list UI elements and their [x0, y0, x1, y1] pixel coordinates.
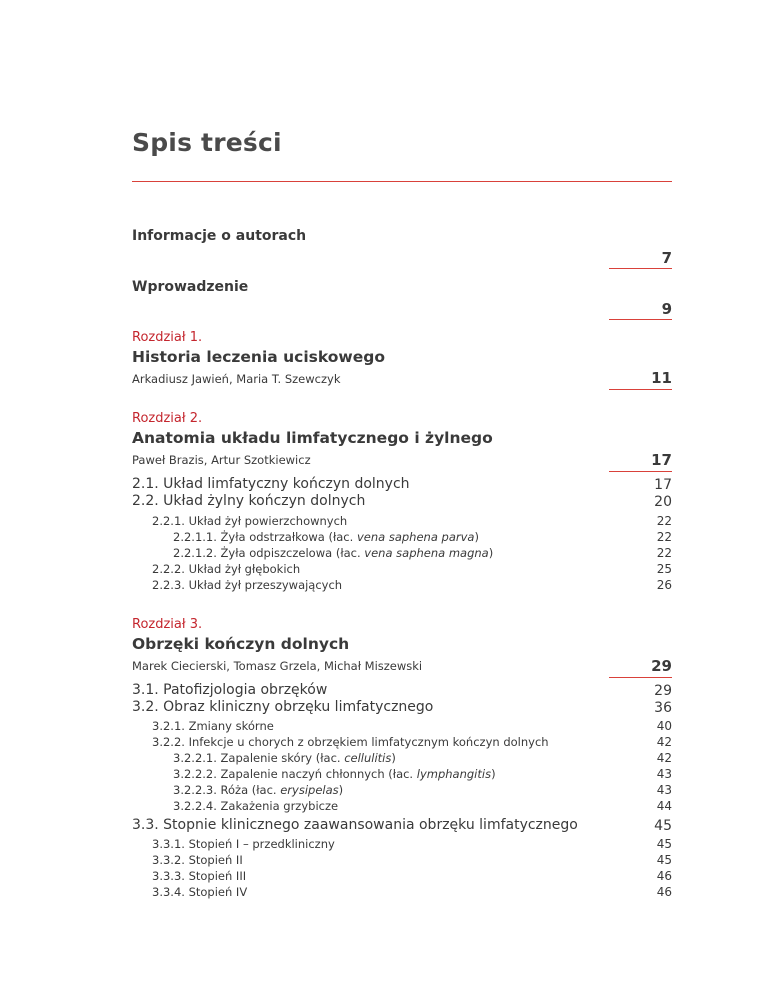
toc-entry-text: 3.3.3. Stopień III [152, 869, 247, 883]
toc-entry-closing: ) [488, 546, 494, 560]
toc-entry-text: 2.2.1.1. Żyła odstrzałkowa (łac. [173, 530, 357, 544]
chapter-authors: Arkadiusz Jawień, Maria T. Szewczyk [132, 372, 341, 386]
toc-entry-page: 22 [656, 514, 672, 528]
chapter-label: Rozdział 1. [132, 330, 203, 345]
toc-entry-text: 2.2.1. Układ żył powierzchownych [152, 514, 348, 528]
toc-front-title: Informacje o autorach [132, 228, 307, 244]
toc-entry-level-3 [173, 767, 496, 781]
toc-entry-text: 3.2.2.4. Zakażenia grzybicze [173, 799, 339, 813]
toc-entry-level-2 [152, 885, 247, 899]
toc-entry-level-2 [152, 562, 300, 576]
toc-entry-text: 3.3. Stopnie klinicznego zaawansowania obrzęku limfatycznego [132, 817, 578, 833]
toc-entry-closing: ) [338, 783, 344, 797]
toc-entry-page: 42 [656, 751, 672, 765]
toc-entry-level-2 [152, 869, 246, 883]
title-divider [132, 181, 672, 182]
page-number-rule [609, 268, 672, 269]
toc-entry-page: 46 [656, 885, 672, 899]
toc-entry-text: 3.2.2.2. Zapalenie naczyń chłonnych (łac. [173, 767, 417, 781]
toc-entry-level-3 [173, 530, 479, 544]
toc-entry-text: 3.2.2.3. Róża (łac. [173, 783, 281, 797]
toc-entry-level-3 [173, 799, 338, 813]
chapter-title: Anatomia układu limfatycznego i żylnego [132, 429, 493, 447]
toc-entry-level-1 [132, 493, 365, 509]
toc-entry-page: 45 [656, 853, 672, 867]
page-number-rule [609, 319, 672, 320]
chapter-title: Obrzęki kończyn dolnych [132, 635, 350, 653]
toc-entry-page: 25 [656, 562, 672, 576]
toc-entry-page: 26 [656, 578, 672, 592]
toc-entry-level-3 [173, 546, 493, 560]
toc-entry-latin-term: cellulitis [344, 751, 392, 765]
toc-entry-level-1 [132, 699, 433, 715]
toc-entry-text: 3.2.2. Infekcje u chorych z obrzękiem limfatycznym kończyn dolnych [152, 735, 549, 749]
toc-entry-level-1 [132, 476, 410, 492]
toc-front-page: 7 [661, 249, 672, 267]
toc-entry-level-2 [152, 719, 274, 733]
toc-entry-page: 42 [656, 735, 672, 749]
toc-entry-level-3 [173, 751, 396, 765]
toc-entry-latin-term: lymphangitis [416, 767, 492, 781]
toc-entry-latin-term: vena saphena parva [356, 530, 475, 544]
toc-entry-text: 2.2.2. Układ żył głębokich [152, 562, 301, 576]
toc-entry-level-2 [152, 735, 549, 749]
toc-entry-page: 43 [656, 767, 672, 781]
chapter-label: Rozdział 3. [132, 617, 203, 632]
toc-entry-level-2 [152, 853, 243, 867]
chapter-authors: Marek Ciecierski, Tomasz Grzela, Michał Miszewski [132, 659, 423, 673]
toc-entry-page: 40 [656, 719, 672, 733]
chapter-title: Historia leczenia uciskowego [132, 348, 386, 366]
page-title: Spis treści [132, 128, 282, 157]
toc-entry-text: 3.2.2.1. Zapalenie skóry (łac. [173, 751, 345, 765]
toc-entry-page: 43 [656, 783, 672, 797]
chapter-page: 29 [651, 657, 672, 675]
toc-entry-page: 44 [656, 799, 672, 813]
toc-entry-page: 46 [656, 869, 672, 883]
toc-entry-level-2 [152, 578, 342, 592]
toc-entry-text: 3.3.2. Stopień II [152, 853, 243, 867]
toc-entry-closing: ) [491, 767, 496, 781]
toc-entry-page: 45 [654, 818, 672, 834]
toc-entry-level-1 [132, 682, 327, 698]
toc-entry-level-1 [132, 817, 578, 833]
toc-entry-level-2 [152, 837, 335, 851]
toc-entry-text: 2.2.3. Układ żył przeszywających [152, 578, 343, 592]
chapter-page: 11 [651, 369, 672, 387]
toc-entry-page: 22 [656, 546, 672, 560]
page-number-rule [609, 677, 672, 678]
toc-entry-latin-term: vena saphena magna [364, 546, 489, 560]
toc-entry-page: 20 [654, 494, 672, 510]
chapter-label: Rozdział 2. [132, 411, 203, 426]
toc-entry-text: 2.2.1.2. Żyła odpiszczelowa (łac. [173, 546, 365, 560]
toc-entry-closing: ) [391, 751, 396, 765]
toc-entry-text: 3.3.1. Stopień I – przedkliniczny [152, 837, 335, 851]
toc-entry-page: 45 [656, 837, 672, 851]
toc-entry-text: 3.2. Obraz kliniczny obrzęku limfatycznego [132, 699, 434, 715]
toc-entry-text: 2.1. Układ limfatyczny kończyn dolnych [132, 476, 410, 492]
chapter-page: 17 [651, 451, 672, 469]
toc-front-page: 9 [661, 300, 672, 318]
toc-entry-page: 29 [654, 683, 672, 699]
toc-entry-page: 36 [654, 700, 672, 716]
chapter-authors: Paweł Brazis, Artur Szotkiewicz [132, 453, 311, 467]
page-number-rule [609, 471, 672, 472]
toc-entry-text: 2.2. Układ żylny kończyn dolnych [132, 493, 366, 509]
toc-entry-level-3 [173, 783, 343, 797]
toc-entry-text: 3.1. Patofizjologia obrzęków [132, 682, 328, 698]
toc-entry-page: 17 [654, 477, 672, 493]
toc-entry-page: 22 [656, 530, 672, 544]
page-number-rule [609, 389, 672, 390]
toc-front-title: Wprowadzenie [132, 279, 249, 295]
toc-entry-text: 3.3.4. Stopień IV [152, 885, 248, 899]
toc-entry-closing: ) [474, 530, 479, 544]
toc-entry-text: 3.2.1. Zmiany skórne [152, 719, 274, 733]
toc-entry-level-2 [152, 514, 347, 528]
toc-entry-latin-term: erysipelas [280, 783, 339, 797]
